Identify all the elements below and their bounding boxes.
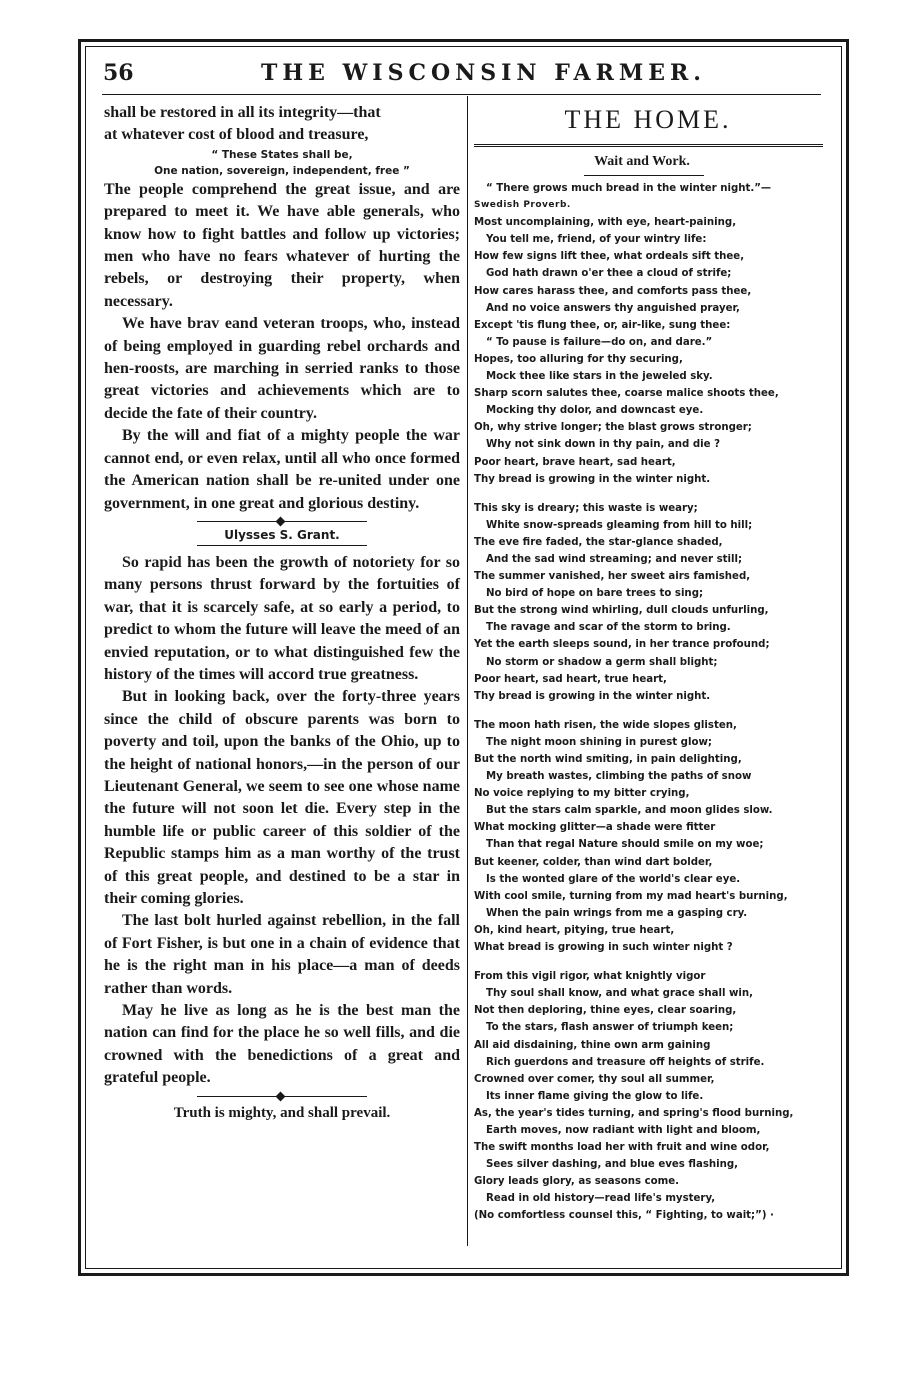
poem-line: Earth moves, now radiant with light and bloom, (486, 1124, 761, 1136)
paragraph: May he live as long as he is the best man the nation can find for the place he so well fills, and die crowned with the benedictions of a great and grateful people. (104, 1002, 460, 1087)
poem-stanza (474, 214, 830, 488)
poem-line: Poor heart, brave heart, sad heart, (474, 456, 676, 468)
poem-line: (No comfortless counsel this, “ Fighting, to wait;”) · (474, 1210, 774, 1222)
ornament-divider (197, 518, 367, 524)
poem-line: “ To pause is failure—do on, and dare.” (486, 336, 713, 348)
poem-line: Thy bread is growing in the winter night. (474, 473, 711, 485)
double-rule (474, 144, 823, 147)
poem-title-rule (584, 175, 704, 176)
poem-title: Wait and Work. (594, 154, 690, 169)
poem-line: All aid disdaining, thine own arm gaining (474, 1039, 711, 1051)
header-rule (102, 94, 821, 95)
poem-line: My breath wastes, climbing the paths of snow (486, 771, 752, 783)
poem-line: No bird of hope on bare trees to sing; (486, 588, 704, 600)
poem-line: From this vigil rigor, what knightly vigor (474, 971, 706, 983)
poem-line: To the stars, flash answer of triumph keen; (486, 1022, 734, 1034)
page-number: 56 (103, 60, 134, 86)
poem-stanza (474, 968, 830, 1224)
intro-line: at whatever cost of blood and treasure, (104, 126, 369, 144)
poem-line: With cool smile, turning from my mad heart's burning, (474, 890, 788, 902)
poem-line: The moon hath risen, the wide slopes glisten, (474, 719, 737, 731)
poem-line: Crowned over comer, thy soul all summer, (474, 1073, 715, 1085)
journal-title: THE WISCONSIN FARMER. (261, 60, 706, 86)
poem-line: Its inner flame giving the glow to life. (486, 1090, 704, 1102)
poem-line: Thy bread is growing in the winter night. (474, 690, 711, 702)
poem-line: You tell me, friend, of your wintry life: (486, 234, 707, 246)
poem-line: Not then deploring, thine eyes, clear soaring, (474, 1005, 737, 1017)
paragraph: The last bolt hurled against rebellion, in the fall of Fort Fisher, is but one in a chain of evidence that he is the right man in his place—a man of deeds rather than words. (104, 912, 460, 997)
poem-line: Yet the earth sleeps sound, in her trance profound; (474, 639, 770, 651)
ornament-divider (197, 1093, 367, 1099)
poem-line: Thy soul shall know, and what grace shall win, (486, 988, 754, 1000)
poem-stanza (474, 717, 830, 956)
column-divider (467, 96, 468, 1246)
poem-line: As, the year's tides turning, and spring's flood burning, (474, 1107, 794, 1119)
paragraph: So rapid has been the growth of notoriety for so many persons thrust forward by the fortuities of war, that it is scarcely safe, at so early a period, to predict to whom the future will leave the meed of an envied reputation, or to what distinguished few the history of the times will accord true greatness. (104, 553, 460, 683)
poem-line: What mocking glitter—a shade were fitter (474, 822, 716, 834)
paragraph: By the will and fiat of a mighty people the war cannot end, or even relax, until all who once formed the American nation shall be re-united under one government, in one great and glorious destiny. (104, 427, 460, 512)
poem-line: How few signs lift thee, what ordeals sift thee, (474, 251, 745, 263)
right-column (474, 102, 830, 1225)
poem-line: The swift months load her with fruit and wine odor, (474, 1142, 770, 1154)
paragraph: We have brav eand veteran troops, who, instead of being employed in guarding rebel orchards and hen-roosts, are marching in serried ranks to those great victories and achievements which are to decide the fate of their country. (104, 315, 460, 422)
paragraph: The people comprehend the great issue, and are prepared to meet it. We have able generals, who know how to fight battles and follow up victories; men who have no fears whatever of hurting the rebels, or destroying their property, when necessary. (104, 180, 460, 310)
poem-line: Than that regal Nature should smile on my woe; (486, 839, 764, 851)
poem-line: Is the wonted glare of the world's clear eye. (486, 873, 741, 885)
poem-line: When the pain wrings from me a gasping cry. (486, 907, 748, 919)
section-title: Ulysses S. Grant. (224, 527, 340, 542)
poem-line: But the north wind smiting, in pain delighting, (474, 754, 742, 765)
poem-line: And the sad wind streaming; and never still; (486, 553, 743, 565)
poem-line: What bread is growing in such winter night ? (474, 942, 733, 954)
poem-line: Oh, why strive longer; the blast grows stronger; (474, 422, 752, 434)
poem-body (474, 214, 830, 1224)
quote-line: “ These States shall be, (211, 148, 353, 161)
epigraph-source: Swedish Proverb. (474, 200, 571, 211)
paragraph: But in looking back, over the forty-three years since the child of obscure parents was born to poverty and toil, upon the banks of the Ohio, up to the height of national honors,—in the person of our Lieutenant General, we seem to see one whose name the future will not soon let die. Every step in the humble life or public career of this soldier of the Republic stamps him as a man worthy of the trust of this great people, and destined to be a star in their coming glories. (104, 688, 460, 907)
poem-line: No voice replying to my bitter crying, (474, 788, 690, 800)
poem-line: Mock thee like stars in the jeweled sky. (486, 371, 713, 383)
poem-line: Sees silver dashing, and blue eves flashing, (486, 1159, 739, 1171)
poem-line: Rich guerdons and treasure off heights of strife. (486, 1056, 765, 1068)
title-underline (197, 545, 367, 546)
poem-line: Hopes, too alluring for thy securing, (474, 353, 683, 365)
section-title: THE HOME. (564, 105, 732, 134)
poem-line: How cares harass thee, and comforts pass thee, (474, 285, 752, 297)
poem-line: Poor heart, sad heart, true heart, (474, 673, 667, 685)
poem-line: But keener, colder, than wind dart bolder, (474, 856, 713, 868)
poem-line: Glory leads glory, as seasons come. (474, 1176, 680, 1188)
poem-line: Why not sink down in thy pain, and die ? (486, 439, 721, 451)
poem-line: The eve fire faded, the star-glance shaded, (474, 536, 723, 548)
poem-line: Most uncomplaining, with eye, heart-paining, (474, 217, 737, 229)
epigraph: “ There grows much bread in the winter night.”— (486, 183, 772, 194)
poem-line: The ravage and scar of the storm to bring. (486, 622, 731, 634)
poem-line: This sky is dreary; this waste is weary; (474, 502, 698, 514)
poem-line: Read in old history—read life's mystery, (486, 1193, 716, 1205)
closing-motto: Truth is mighty, and shall prevail. (173, 1104, 391, 1121)
intro-line: shall be restored in all its integrity—that (104, 104, 381, 121)
poem-line: The night moon shining in purest glow; (486, 736, 712, 748)
poem-line: Sharp scorn salutes thee, coarse malice shoots thee, (474, 388, 779, 400)
left-column (104, 102, 460, 1124)
poem-line: White snow-spreads gleaming from hill to hill; (486, 519, 753, 531)
poem-line: Except 'tis flung thee, or, air-like, sung thee: (474, 319, 731, 331)
poem-line: Oh, kind heart, pitying, true heart, (474, 924, 675, 936)
poem-line: But the strong wind whirling, dull clouds unfurling, (474, 605, 769, 617)
quote-line: One nation, sovereign, independent, free ” (154, 164, 410, 177)
page-header (103, 60, 813, 90)
poem-line: And no voice answers thy anguished prayer, (486, 302, 740, 314)
poem-line: But the stars calm sparkle, and moon glides slow. (486, 805, 773, 817)
poem-line: Mocking thy dolor, and downcast eye. (486, 405, 704, 417)
poem-line: The summer vanished, her sweet airs famished, (474, 571, 751, 583)
poem-line: God hath drawn o'er thee a cloud of strife; (486, 268, 732, 280)
poem-line: No storm or shadow a germ shall blight; (486, 656, 718, 668)
poem-stanza (474, 500, 830, 705)
